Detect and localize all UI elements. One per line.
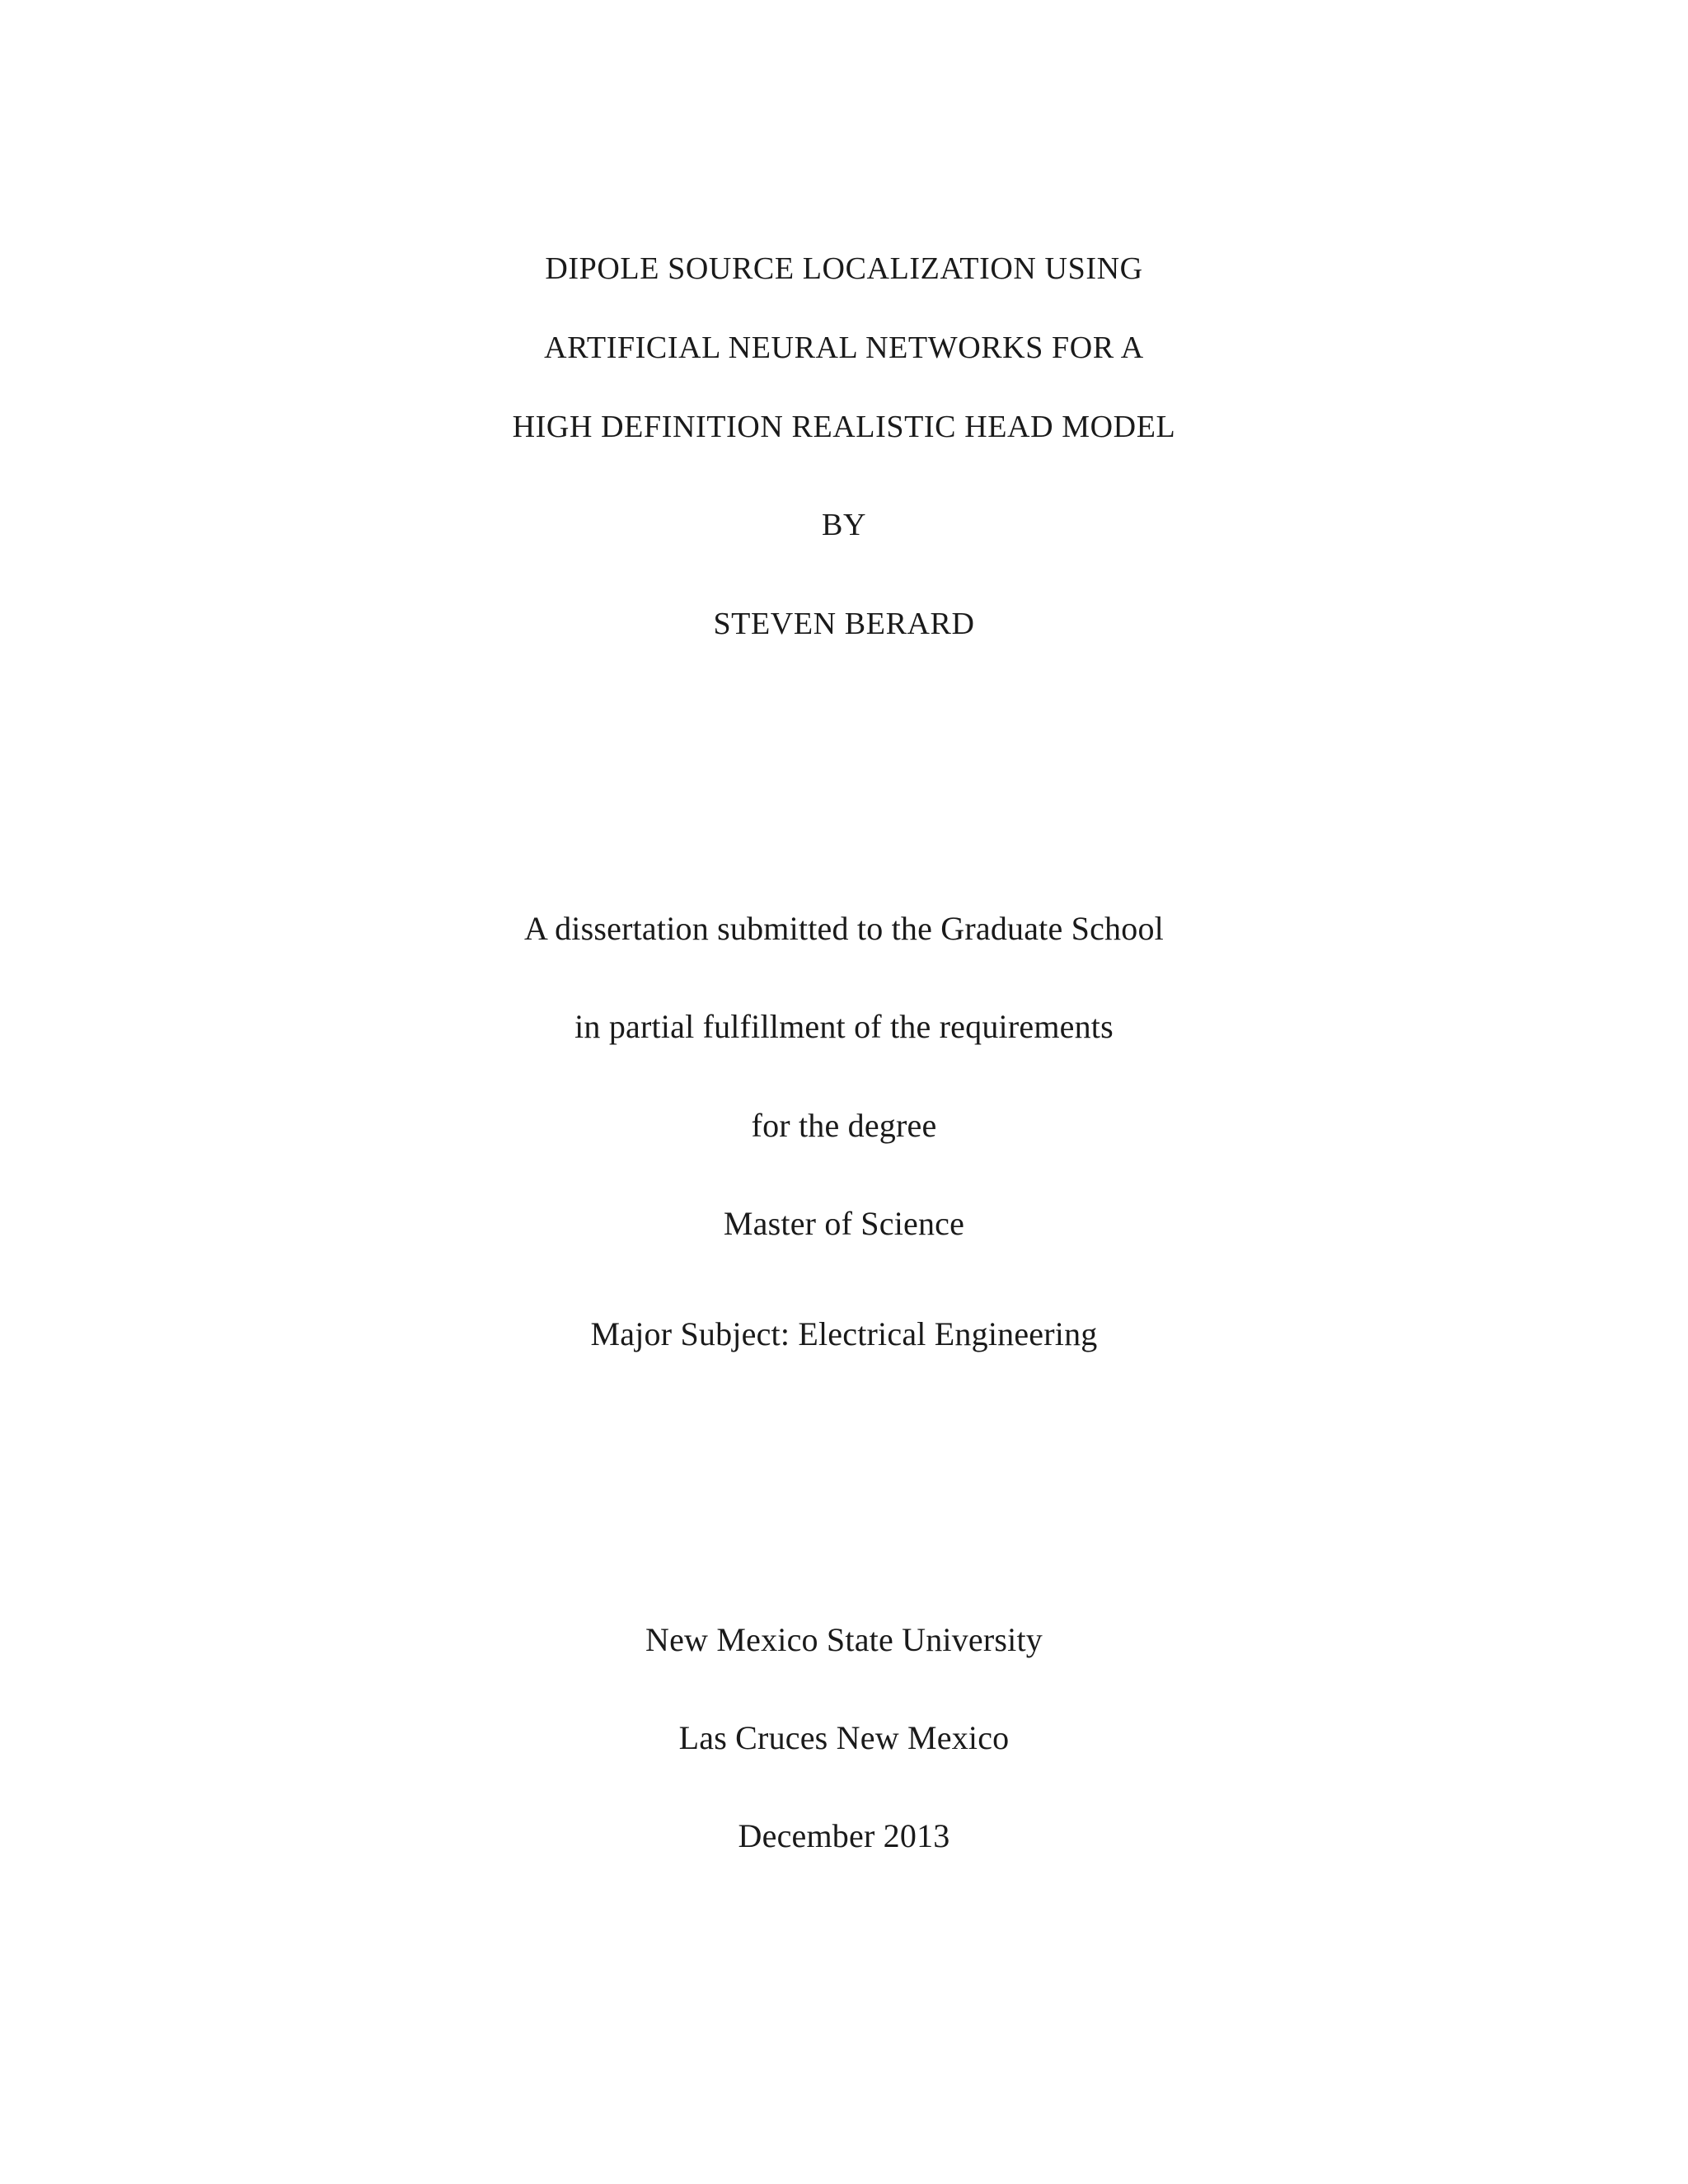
submission-line-3: for the degree bbox=[751, 1107, 937, 1144]
university-location: Las Cruces New Mexico bbox=[678, 1719, 1010, 1756]
title-line-1: DIPOLE SOURCE LOCALIZATION USING bbox=[545, 251, 1143, 286]
degree-name: Master of Science bbox=[723, 1205, 965, 1242]
submission-line-1: A dissertation submitted to the Graduate School bbox=[524, 910, 1164, 947]
university-name: New Mexico State University bbox=[645, 1621, 1043, 1658]
major-subject: Major Subject: Electrical Engineering bbox=[590, 1315, 1098, 1352]
title-line-3: HIGH DEFINITION REALISTIC HEAD MODEL bbox=[512, 410, 1176, 444]
title-line-2: ARTIFICIAL NEURAL NETWORKS FOR A bbox=[544, 330, 1144, 365]
by-label: BY bbox=[822, 508, 866, 542]
author-name: STEVEN BERARD bbox=[713, 607, 975, 641]
submission-line-2: in partial fulfillment of the requirements bbox=[574, 1008, 1114, 1045]
submission-date: December 2013 bbox=[738, 1817, 950, 1854]
